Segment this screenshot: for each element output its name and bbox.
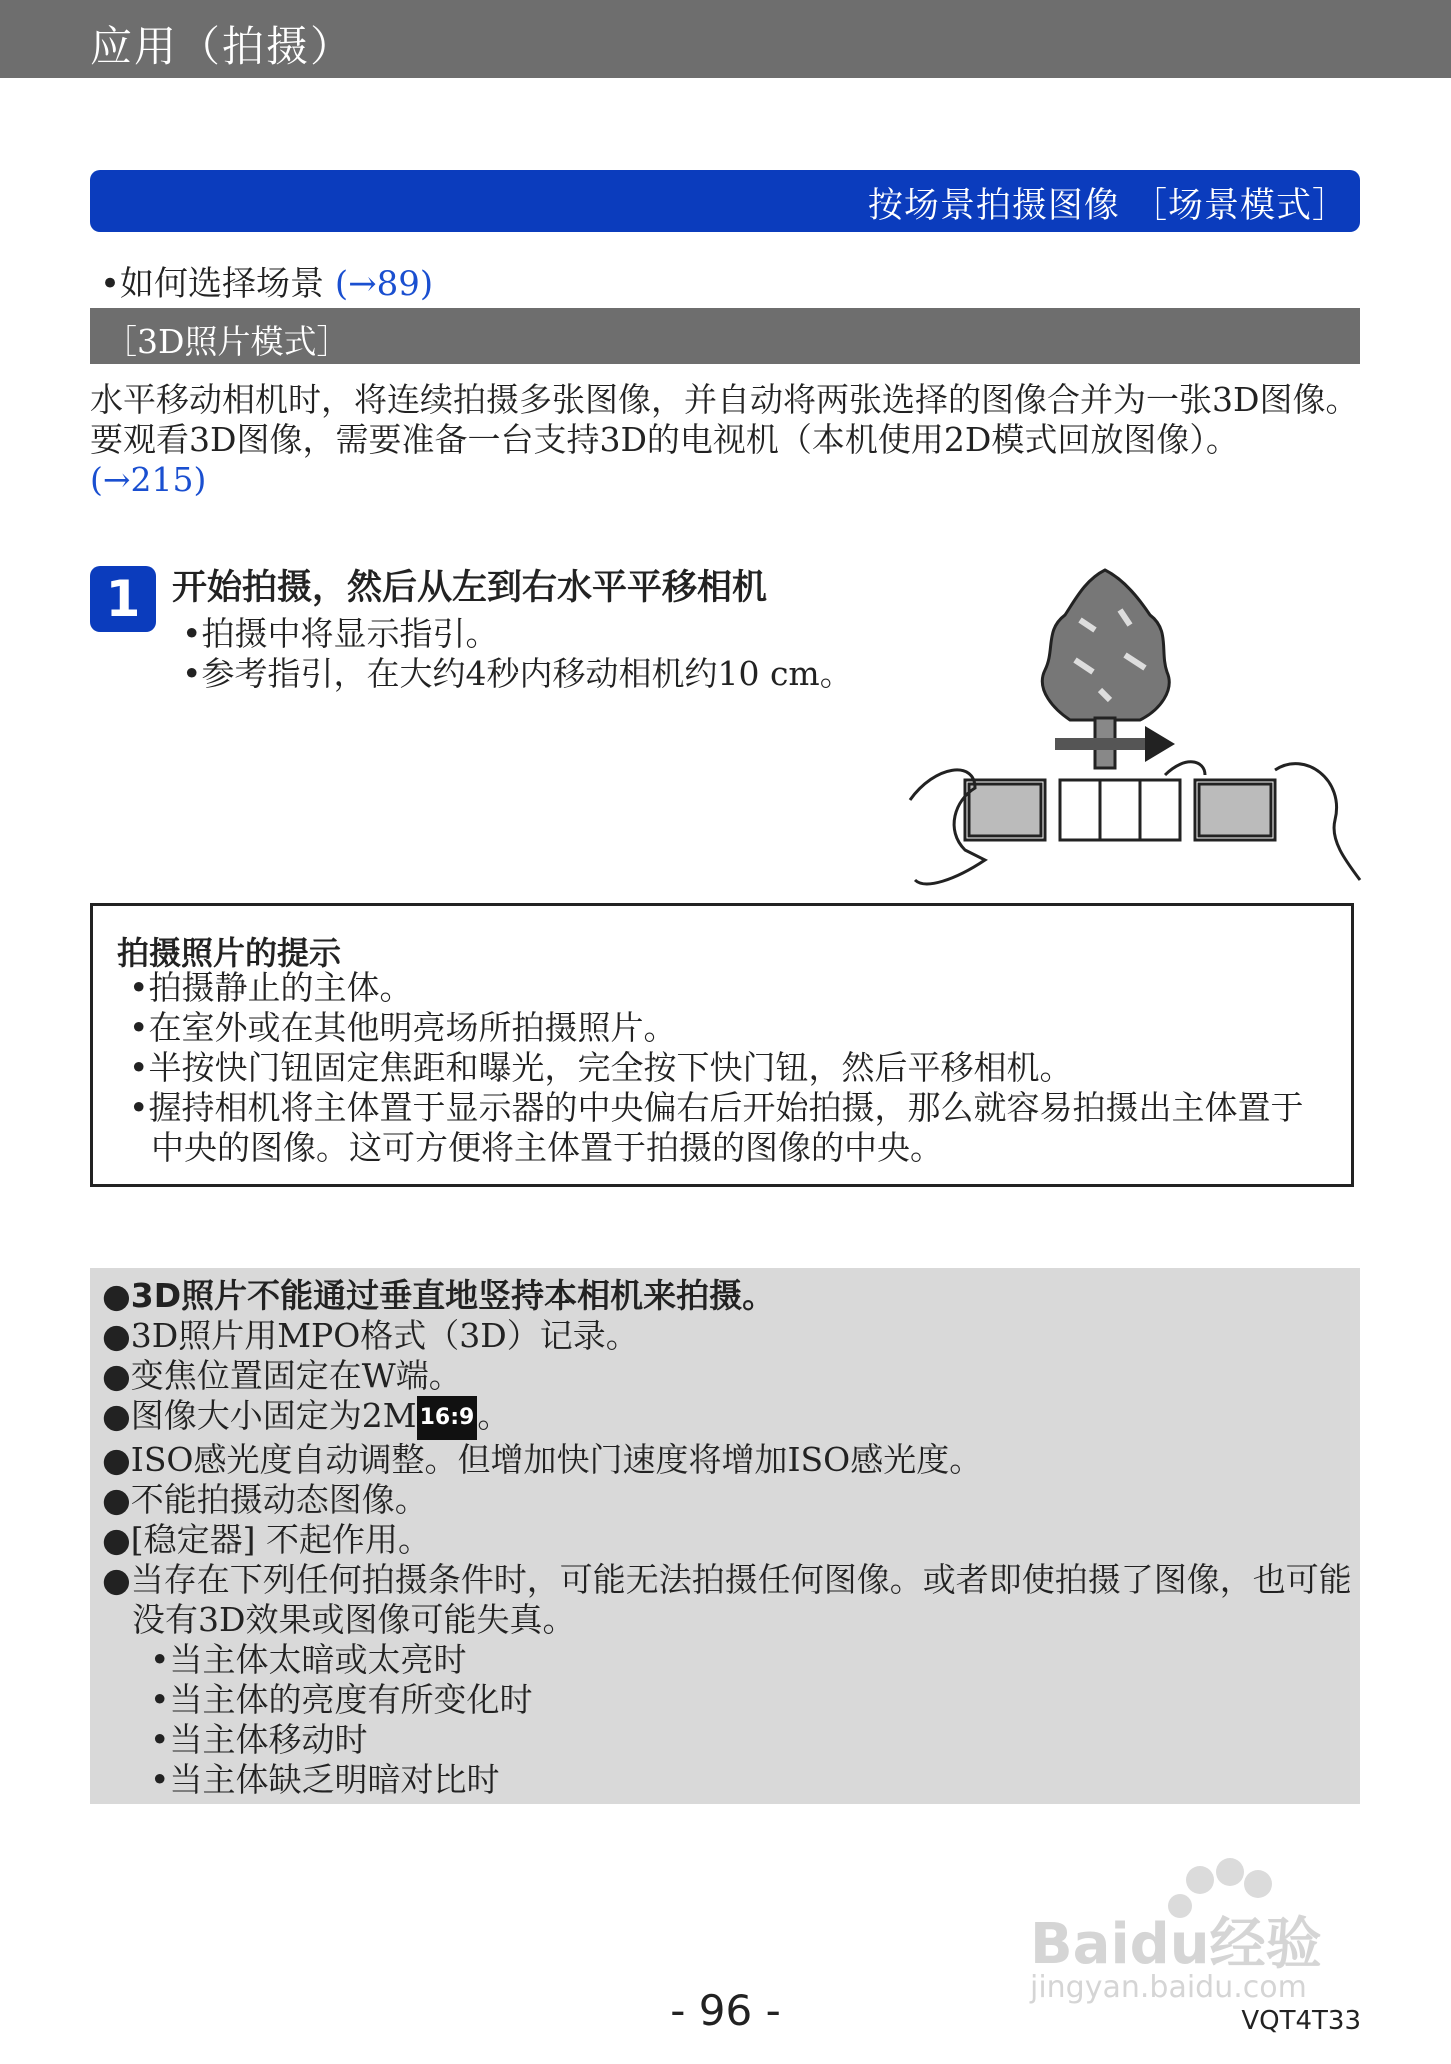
aspect-ratio-badge: 16:9 <box>417 1396 478 1440</box>
pan-camera-illustration <box>905 560 1365 890</box>
subsection-title: ［3D照片模式］ <box>104 322 350 361</box>
howto-line <box>100 256 433 305</box>
note-item: ●变焦位置固定在W端。 <box>102 1356 462 1395</box>
intro-line-1: 水平移动相机时，将连续拍摄多张图像，并自动将两张选择的图像合并为一张3D图像。 <box>90 380 1359 419</box>
note-sub-item: •当主体移动时 <box>150 1720 368 1759</box>
tip-item: •在室外或在其他明亮场所拍摄照片。 <box>129 1008 677 1047</box>
tips-title: 拍摄照片的提示 <box>117 934 342 972</box>
intro-line-2: 要观看3D图像，需要准备一台支持3D的电视机（本机使用2D模式回放图像）。 <box>90 420 1239 459</box>
step-number-badge: 1 <box>90 566 156 632</box>
note-size-suffix: 。 <box>477 1396 511 1435</box>
note-item: ●3D照片用MPO格式（3D）记录。 <box>102 1316 639 1355</box>
note-item-size <box>102 1396 1352 1440</box>
chapter-title: 应用（拍摄） <box>90 22 355 71</box>
notes-box <box>90 1268 1360 1804</box>
subsection-bar <box>90 308 1360 364</box>
note-item: ●当存在下列任何拍摄条件时，可能无法拍摄任何图像。或者即使拍摄了图像，也可能没有3D效果或图像可能失真。 <box>102 1560 1352 1639</box>
howto-text: •如何选择场景 <box>100 264 325 304</box>
watermark-brand: Baidu经验 <box>1030 1912 1322 1977</box>
note-sub-item: •当主体缺乏明暗对比时 <box>150 1760 500 1799</box>
step-title: 开始拍摄，然后从左到右水平平移相机 <box>172 568 768 608</box>
tips-box <box>90 903 1354 1187</box>
note-item: ●ISO感光度自动调整。但增加快门速度将增加ISO感光度。 <box>102 1440 983 1479</box>
section-header <box>90 170 1360 232</box>
note-sub-item: •当主体的亮度有所变化时 <box>150 1680 533 1719</box>
note-size-prefix: ●图像大小固定为2M <box>102 1396 417 1435</box>
section-header-text: 按场景拍摄图像 ［场景模式］ <box>867 186 1348 226</box>
intro-text <box>90 380 1370 500</box>
tips-list <box>129 968 1329 1168</box>
notes-list <box>102 1276 1352 1800</box>
page-number: - 96 - <box>670 1986 781 2035</box>
watermark-url: jingyan.baidu.com <box>1030 1970 1307 2005</box>
howto-link[interactable]: (→89) <box>334 264 434 304</box>
note-item: ●[稳定器] 不起作用。 <box>102 1520 432 1559</box>
camera-frames <box>965 780 1275 840</box>
step-bullet: •参考指引，在大约4秒内移动相机约10 cm。 <box>182 654 853 693</box>
intro-link[interactable]: (→215) <box>90 460 207 499</box>
top-bar <box>0 0 1451 78</box>
step-bullet: •拍摄中将显示指引。 <box>182 614 499 653</box>
note-item: ●不能拍摄动态图像。 <box>102 1480 428 1519</box>
tip-item: •半按快门钮固定焦距和曝光，完全按下快门钮，然后平移相机。 <box>129 1048 1073 1087</box>
step-bullets <box>182 614 853 694</box>
note-item-bold: ●3D照片不能通过垂直地竖持本相机来拍摄。 <box>102 1276 776 1315</box>
note-sub-item: •当主体太暗或太亮时 <box>150 1640 467 1679</box>
document-code: VQT4T33 <box>1241 2006 1361 2036</box>
tip-item: •握持相机将主体置于显示器的中央偏右后开始拍摄，那么就容易拍摄出主体置于中央的图像。这可方便将主体置于拍摄的图像的中央。 <box>129 1088 1304 1167</box>
tip-item: •拍摄静止的主体。 <box>129 968 413 1007</box>
